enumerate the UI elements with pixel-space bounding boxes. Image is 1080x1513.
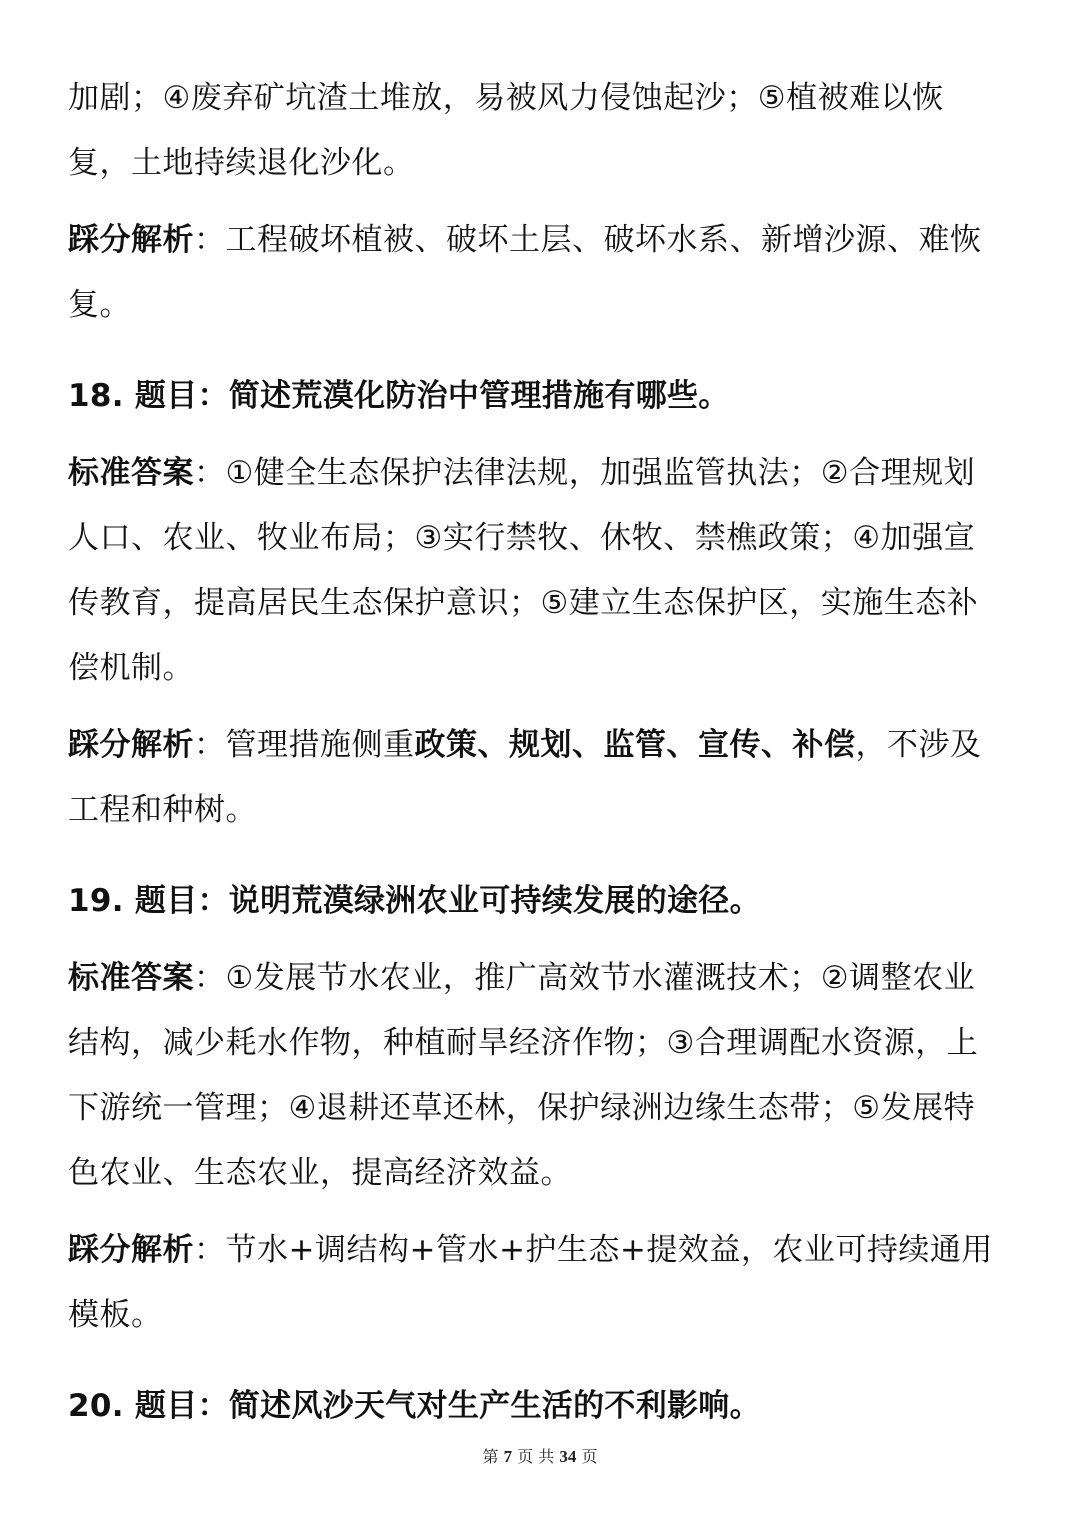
page-content: [68, 66, 1003, 1451]
separator: ：: [194, 455, 226, 491]
analysis-label: 踩分解析: [68, 1232, 194, 1268]
q18-answer: [68, 441, 1003, 701]
q18-question: 18. 题目：简述荒漠化防治中管理措施有哪些。: [68, 378, 730, 414]
footer-total-pages: 34: [559, 1447, 577, 1466]
q19-analysis: [68, 1218, 1003, 1348]
separator: ：: [194, 1232, 226, 1268]
q17-analysis: [68, 208, 1003, 338]
footer-page-number: 7: [503, 1447, 513, 1466]
q18-analysis: [68, 713, 1003, 843]
analysis-label: 踩分解析: [68, 222, 194, 258]
footer-middle: 页 共: [517, 1447, 555, 1466]
q17-answer-tail: 加剧；④废弃矿坑渣土堆放，易被风力侵蚀起沙；⑤植被难以恢复，土地持续退化沙化。: [68, 80, 944, 181]
page-footer: [0, 1444, 1080, 1467]
answer-label: 标准答案: [68, 455, 194, 491]
footer-prefix: 第: [482, 1447, 499, 1466]
analysis-text: 工程破坏植被、破坏土层、破坏水系、新增沙源、难恢复。: [68, 222, 982, 323]
answer-text: ①发展节水农业，推广高效节水灌溉技术；②调整农业结构，减少耗水作物，种植耐旱经济作物；③合理调配水资源，上下游统一管理；④退耕还草还林，保护绿洲边缘生态带；⑤发展特色农业、生态农业，提高经济效益。: [68, 960, 979, 1191]
analysis-text-pre: 管理措施侧重: [225, 727, 415, 763]
q19-question: 19. 题目：说明荒漠绿洲农业可持续发展的途径。: [68, 883, 761, 919]
separator: ：: [194, 222, 226, 258]
q20-question: 20. 题目：简述风沙天气对生产生活的不利影响。: [68, 1388, 761, 1424]
footer-suffix: 页: [581, 1447, 598, 1466]
analysis-emphasis: 政策、规划、监管、宣传、补偿: [414, 727, 856, 763]
answer-text: ①健全生态保护法律法规，加强监管执法；②合理规划人口、农业、牧业布局；③实行禁牧、休牧、禁樵政策；④加强宣传教育，提高居民生态保护意识；⑤建立生态保护区，实施生态补偿机制。: [68, 455, 979, 686]
analysis-label: 踩分解析: [68, 727, 194, 763]
answer-label: 标准答案: [68, 960, 194, 996]
separator: ：: [194, 727, 226, 763]
separator: ：: [194, 960, 226, 996]
analysis-text-post: ，不涉及工程和种树。: [68, 727, 982, 828]
q19-answer: [68, 946, 1003, 1206]
analysis-text: 节水+调结构+管水+护生态+提效益，农业可持续通用模板。: [68, 1232, 993, 1333]
